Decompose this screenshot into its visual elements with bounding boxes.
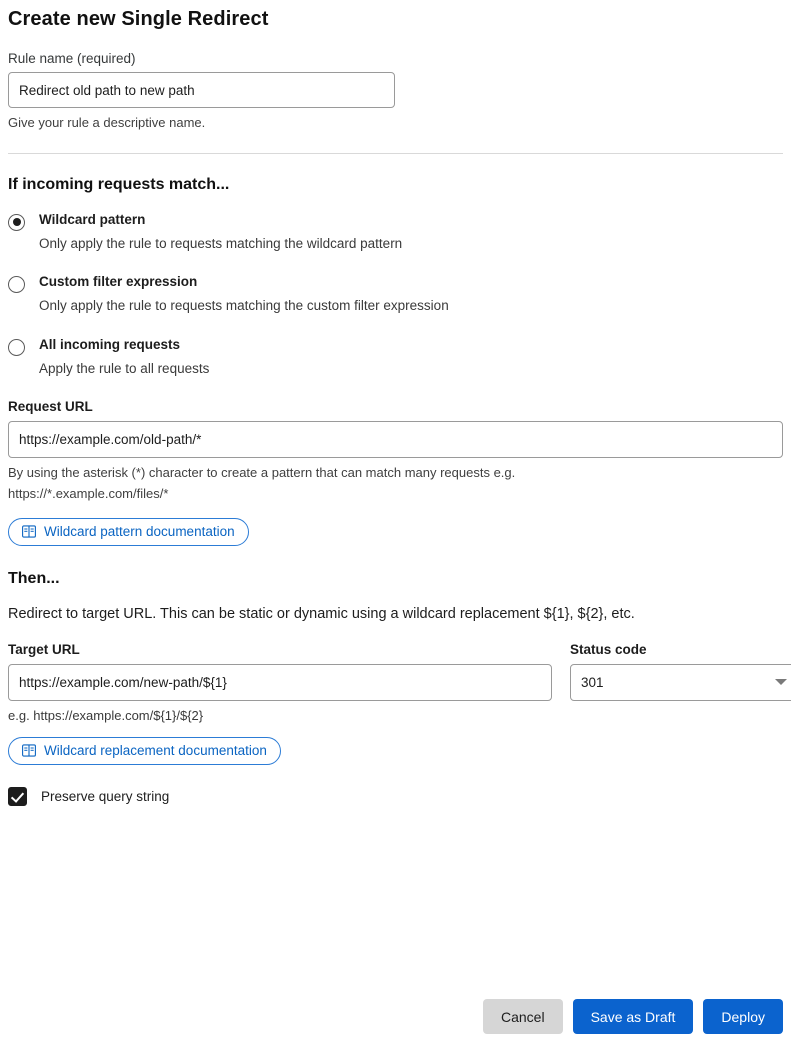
request-url-help-line2: https://*.example.com/files/* — [8, 485, 169, 501]
radio-title-all-incoming-requests: All incoming requests — [39, 336, 181, 352]
page-title: Create new Single Redirect — [8, 8, 269, 30]
wildcard-replacement-documentation-label: Wildcard replacement documentation — [44, 743, 267, 759]
target-url-field — [8, 642, 552, 723]
radio-option-custom-filter-expression[interactable] — [8, 274, 783, 314]
wildcard-replacement-documentation-link[interactable] — [8, 737, 281, 765]
radio-option-all-incoming-requests[interactable] — [8, 337, 783, 377]
target-url-help: e.g. https://example.com/${1}/${2} — [8, 707, 204, 723]
radio-title-wildcard-pattern: Wildcard pattern — [39, 211, 146, 227]
wildcard-pattern-documentation-link[interactable] — [8, 518, 249, 546]
rule-name-label: Rule name (required) — [8, 51, 136, 66]
radio-icon-all-incoming-requests[interactable] — [8, 339, 25, 356]
cancel-button[interactable]: Cancel — [483, 999, 563, 1034]
radio-desc-custom-filter-expression: Only apply the rule to requests matching the custom filter expression — [39, 298, 449, 314]
target-url-input[interactable] — [8, 664, 552, 701]
status-code-label: Status code — [570, 641, 647, 657]
radio-desc-all-incoming-requests: Apply the rule to all requests — [39, 360, 210, 376]
form-footer — [483, 999, 783, 1034]
save-as-draft-button[interactable]: Save as Draft — [573, 999, 694, 1034]
radio-desc-wildcard-pattern: Only apply the rule to requests matching the wildcard pattern — [39, 236, 403, 252]
then-section-description: Redirect to target URL. This can be static or dynamic using a wildcard replacement ${1}, ${2}, etc. — [8, 605, 635, 622]
then-fields-row — [8, 642, 783, 723]
section-divider — [8, 153, 783, 154]
radio-icon-wildcard-pattern[interactable] — [8, 214, 25, 231]
wildcard-pattern-documentation-label: Wildcard pattern documentation — [44, 524, 235, 540]
radio-icon-custom-filter-expression[interactable] — [8, 276, 25, 293]
checkmark-icon[interactable] — [8, 787, 27, 806]
status-code-value: 301 — [581, 674, 604, 690]
request-url-help-line1: By using the asterisk (*) character to create a pattern that can match many requests e.g. — [8, 464, 516, 480]
rule-name-help: Give your rule a descriptive name. — [8, 115, 206, 130]
request-url-input[interactable] — [8, 421, 783, 458]
status-code-field — [570, 642, 791, 701]
deploy-button[interactable]: Deploy — [703, 999, 783, 1034]
match-section-heading: If incoming requests match... — [8, 175, 230, 193]
preserve-query-string-label: Preserve query string — [41, 788, 170, 804]
status-code-select[interactable] — [570, 664, 791, 701]
create-single-redirect-form — [0, 8, 791, 1040]
book-icon — [22, 525, 36, 538]
rule-name-input[interactable] — [8, 72, 395, 108]
radio-option-wildcard-pattern[interactable] — [8, 212, 783, 252]
request-url-label: Request URL — [8, 398, 93, 414]
target-url-label: Target URL — [8, 641, 80, 657]
then-section-heading: Then... — [8, 569, 60, 587]
radio-title-custom-filter-expression: Custom filter expression — [39, 274, 198, 290]
match-radio-group — [8, 212, 783, 377]
preserve-query-string-row[interactable] — [8, 787, 783, 806]
book-icon — [22, 744, 36, 757]
